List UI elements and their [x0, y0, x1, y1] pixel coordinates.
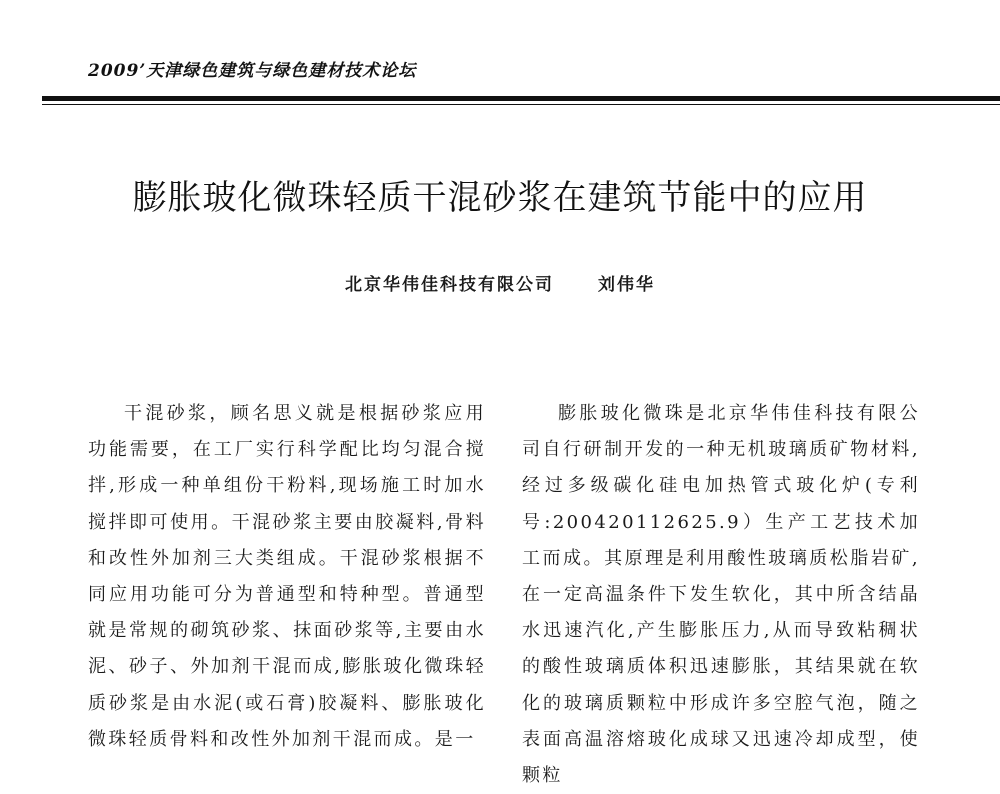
running-header: 2009’天津绿色建筑与绿色建材技术论坛 [88, 61, 417, 81]
body-column-right [522, 396, 920, 794]
body-column-left [88, 396, 486, 758]
paragraph: 干混砂浆，顾名思义就是根据砂浆应用功能需要，在工厂实行科学配比均匀混合搅拌,形成一种单组份干粉料,现场施工时加水搅拌即可使用。干混砂浆主要由胶凝料,骨料和改性外加剂三大类组成。干混砂浆根据不同应用功能可分为普通型和特种型。普通型就是常规的砌筑砂浆、抹面砂浆等,主要由水泥、砂子、外加剂干混而成,膨胀玻化微珠轻质砂浆是由水泥(或石膏)胶凝料、膨胀玻化微珠轻质骨料和改性外加剂干混而成。是一 [88, 403, 486, 750]
byline [0, 270, 1000, 295]
paragraph: 膨胀玻化微珠是北京华伟佳科技有限公司自行研制开发的一种无机玻璃质矿物材料,经过多级碳化硅电加热管式玻化炉(专利号:200420112625.9）生产工艺技术加工而成。其原理是利用酸性玻璃质松脂岩矿,在一定高温条件下发生软化，其中所含结晶水迅速汽化,产生膨胀压力,从而导致粘稠状的酸性玻璃质体积迅速膨胀，其结果就在软化的玻璃质颗粒中形成许多空腔气泡，随之表面高温溶熔玻化成球又迅速冷却成型，使颗粒 [522, 403, 920, 787]
affiliation: 北京华伟佳科技有限公司 [345, 275, 554, 295]
article-title: 膨胀玻化微珠轻质干混砂浆在建筑节能中的应用 [132, 178, 868, 218]
author-name: 刘伟华 [598, 275, 655, 295]
header-rule-thin [42, 104, 1000, 105]
header-rule-thick [42, 96, 1000, 101]
